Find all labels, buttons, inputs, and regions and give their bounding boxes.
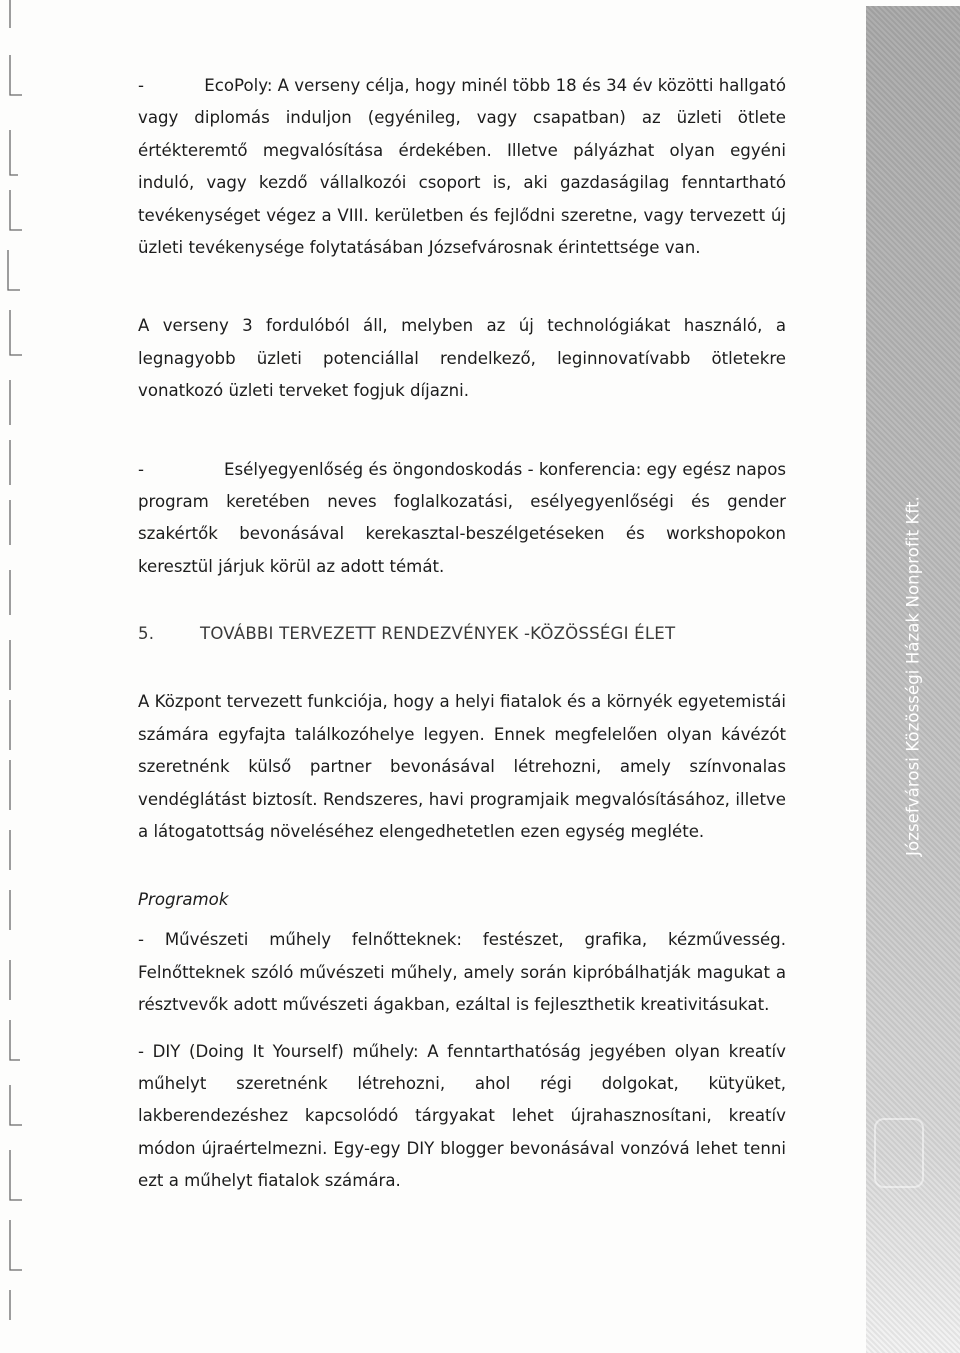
section-number: 5. [138, 624, 155, 644]
ecopoly-lead [138, 70, 786, 102]
emblem-icon [874, 1118, 924, 1188]
ecopoly-paragraph [138, 70, 786, 264]
bullet-dash: - [138, 76, 144, 95]
section-heading [138, 618, 786, 650]
document-body [138, 70, 786, 1198]
side-band-text: Józsefvárosi Közösségi Házak Nonprofit Kft. [903, 496, 923, 856]
bullet-dash: - [138, 459, 144, 479]
center-paragraph: A Központ tervezett funkciója, hogy a helyi fiatalok és a környék egyetemistái számára egyfajta találkozóhelye legyen. Ennek megfelelően olyan kávézót szeretnénk külső partner bevonásával létrehozni, amely színvonalas vendéglátást biztosít. Rendszeres, havi programjaik megvalósításához, illetve a látogatottság növeléséhez elengedhetetlen ezen egység megléte. [138, 692, 786, 841]
conference-lead-text: Esélyegyenlőség és öngondoskodás - konferencia: egy egész napos [224, 459, 786, 479]
side-watermark-band [866, 6, 960, 1353]
diy-workshop-paragraph: - DIY (Doing It Yourself) műhely: A fenntarthatóság jegyében olyan kreatív műhelyt szeretnénk létrehozni, ahol régi dolgokat, kütyüket, lakberendezéshez kapcsolódó tárgyakat lehet újrahasznosítani, kreatív módon újraértelmezni. Egy-egy DIY blogger bevonásával vonzóvá lehet tenni ezt a műhelyt fiatalok számára. [138, 1041, 786, 1191]
section-title: TOVÁBBI TERVEZETT RENDEZVÉNYEK -KÖZÖSSÉGI ÉLET [200, 624, 676, 644]
art-workshop-paragraph: - Művészeti műhely felnőtteknek: festészet, grafika, kézművesség. Felnőtteknek szóló művészeti műhely, amely során kipróbálhatják magukat a résztvevők adott művészeti ágakban, ezáltal is fejleszthetik kreativitásukat. [138, 930, 786, 1015]
programs-heading: Programok [138, 890, 229, 910]
ecopoly-body: vagy diplomás induljon (egyénileg, vagy csapatban) az üzleti ötlete értékteremtő megvalósítása érdekében. Illetve pályázhat olyan egyéni induló, vagy kezdő vállalkozói csoport is, aki gazdaságilag fenntartható tevékenységet végez a VIII. kerületben és fejlődni szeretne, vagy tervezett új üzleti tevékenysége folytatásában Józsefvárosnak érintettsége van. [138, 108, 786, 258]
ecopoly-lead-text: EcoPoly: A verseny célja, hogy minél több 18 és 34 év közötti hallgató [204, 76, 786, 95]
rounds-paragraph: A verseny 3 fordulóból áll, melyben az új technológiákat használó, a legnagyobb üzleti potenciállal rendelkező, leginnovatívabb ötletekre vonatkozó üzleti terveket fogjuk díjazni. [138, 316, 786, 401]
conference-body: program keretében neves foglalkozatási, esélyegyenlőségi és gender szakértők bevonásával kerekasztal-beszélgetéseken és workshopokon keresztül járjuk körül az adott témát. [138, 492, 786, 576]
binding-marks [0, 0, 40, 1353]
conference-paragraph [138, 454, 786, 584]
conference-lead [138, 454, 786, 486]
